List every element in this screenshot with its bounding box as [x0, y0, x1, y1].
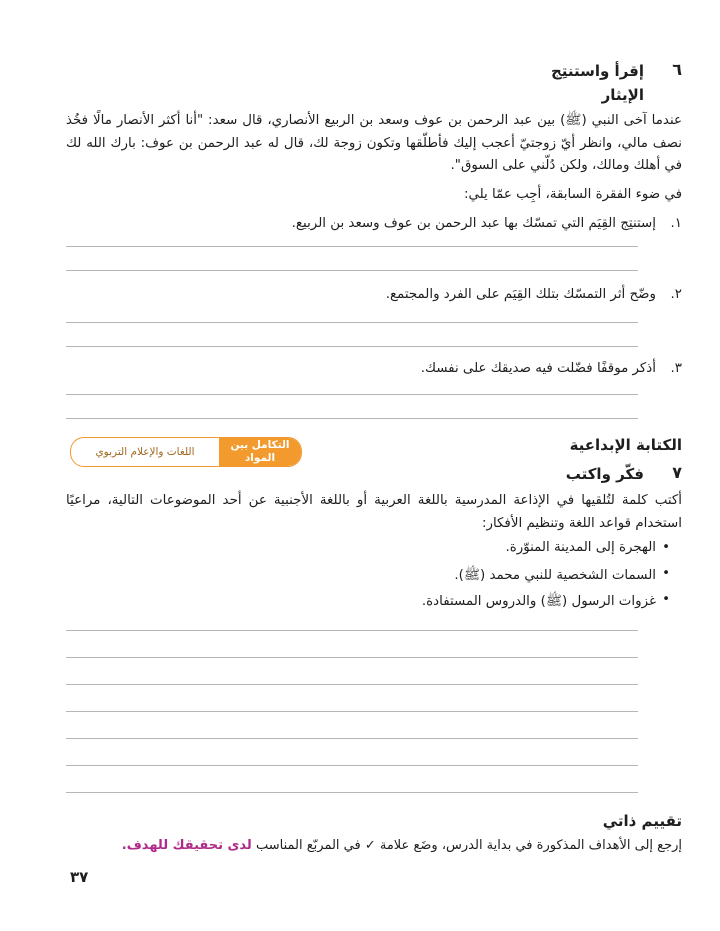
self-assessment-title: تقييم ذاتي — [602, 812, 682, 830]
question-7-instruction: أكتب كلمة لتُلقيها في الإذاعة المدرسية باللغة العربية أو باللغة الأجنبية عن أحد الموضوعات التالية، مراعيًا استخدام قواعد اللغة وتنظيم الأفكار: — [66, 493, 682, 531]
creative-writing-title: الكتابة الإبداعية — [569, 436, 682, 454]
writing-line[interactable] — [66, 738, 638, 739]
answer-line[interactable] — [66, 418, 638, 419]
self-assessment-highlight: لدى تحقيقك للهدف. — [121, 838, 252, 853]
page-number: ٣٧ — [70, 868, 89, 886]
integration-tag-label: التكامل بين المواد — [219, 438, 301, 466]
writing-line[interactable] — [66, 684, 638, 685]
item-1-text: إستنتِج القِيَم التي تمسّك بها عبد الرحمن بن عوف وسعد بن الربيع. — [291, 216, 656, 231]
questions-instruction: في ضوء الفقرة السابقة، أجِب عمّا يلي: — [463, 187, 682, 202]
writing-line[interactable] — [66, 657, 638, 658]
answer-line[interactable] — [66, 322, 638, 323]
writing-line[interactable] — [66, 711, 638, 712]
item-2-text: وضّح أثر التمسّك بتلك القِيَم على الفرد والمجتمع. — [385, 287, 656, 302]
topic-2: السمات الشخصية للنبي محمد (ﷺ). — [454, 568, 656, 583]
item-3-text: أذكر موقفًا فضّلت فيه صديقك على نفسك. — [420, 361, 656, 376]
answer-line[interactable] — [66, 346, 638, 347]
passage-text: عندما آخى النبي (ﷺ) بين عبد الرحمن بن عوف وسعد بن الربيع الأنصاري، قال سعد: "أنا أكثر الأنصار مالًا فخُذ نصف مالي، وانظر أيّ زوجتيّ أعجب إليك فأطلّقها وتكون زوجة لك، قال له عبد الرحمن بن عوف: بارك الله لك في أهلك ومالك، ولكن دُلّني على السوق". — [66, 113, 682, 173]
passage-title: الإيثار — [601, 86, 644, 104]
topic-1: الهجرة إلى المدينة المنوّرة. — [505, 540, 656, 555]
writing-line[interactable] — [66, 630, 638, 631]
item-3-number: ٣. — [670, 361, 682, 376]
bullet-marker: • — [662, 566, 670, 581]
self-assessment-text — [122, 838, 682, 853]
integration-tag — [70, 437, 302, 467]
bullet-marker: • — [662, 592, 670, 607]
item-1-number: ١. — [670, 216, 682, 231]
answer-line[interactable] — [66, 246, 638, 247]
self-assessment-instruction: إرجع إلى الأهداف المذكورة في بداية الدرس، وضَع علامة ✓ في المربّع المناسب — [255, 838, 682, 853]
question-7-title: فكّر واكتب — [565, 465, 644, 483]
question-6-number: ٦ — [672, 60, 682, 79]
answer-line[interactable] — [66, 394, 638, 395]
writing-line[interactable] — [66, 792, 638, 793]
item-2-number: ٢. — [670, 287, 682, 302]
question-6-title: إقرأ واستنتِج — [550, 62, 644, 80]
bullet-marker: • — [662, 540, 670, 555]
topic-3: غزوات الرسول (ﷺ) والدروس المستفادة. — [421, 594, 656, 609]
integration-tag-subject: اللغات والإعلام التربوي — [95, 446, 195, 458]
writing-line[interactable] — [66, 765, 638, 766]
question-7-number: ٧ — [672, 463, 682, 482]
answer-line[interactable] — [66, 270, 638, 271]
